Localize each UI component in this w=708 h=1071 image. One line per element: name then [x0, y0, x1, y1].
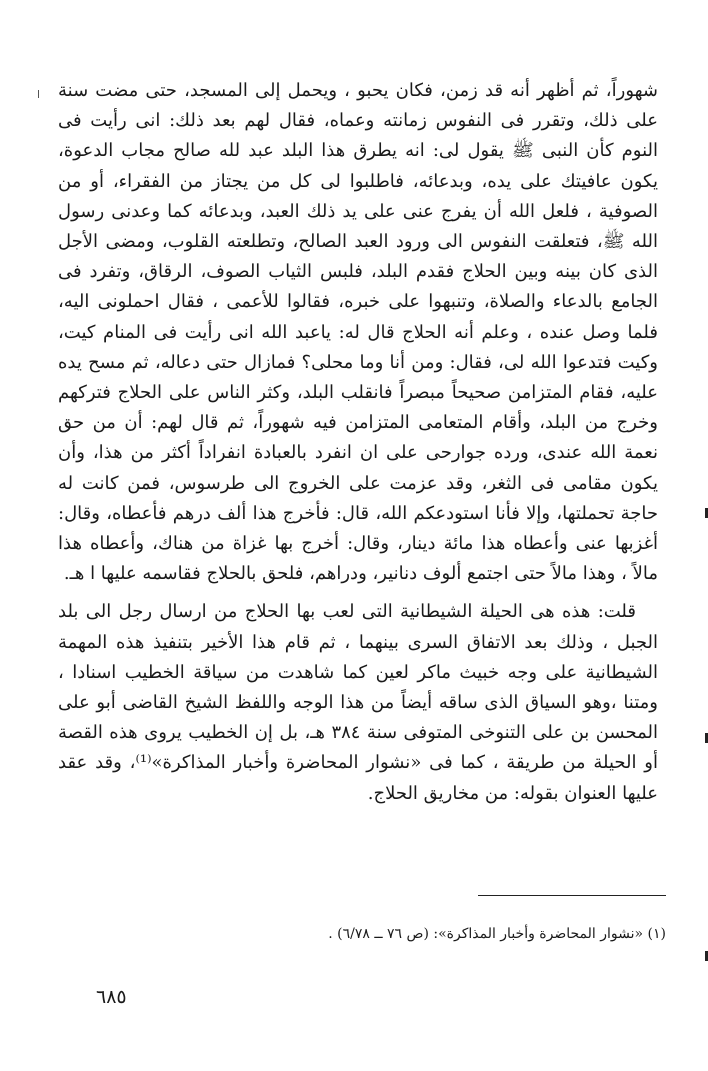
page-number: ٦٨٥	[96, 986, 127, 1008]
body-paragraph-1: شهوراً، ثم أظهر أنه قد زمن، فكان يحبو ، ويحمل إلى المسجد، حتى مضت سنة على ذلك، وتقرر فى النفوس زمانته وعماه، فقال لهم بعد ذلك: انى رأيت فى النوم كأن النبى ﷺ يقول لى: انه يطرق هذا البلد عبد لله صالح مجاب الدعوة، يكون عافيتك على يده، وبدعائه، فاطلبوا لى كل من يجتاز من الفقراء، أو من الصوفية ، فلعل الله أن يفرج عنى على يد ذلك العبد، وبدعائه كما وعدنى رسول الله ﷺ، فتعلقت النفوس الى ورود العبد الصالح، وتطلعته القلوب، ومضى الأجل الذى كان بينه وبين الحلاج فقدم البلد، فلبس الثياب الصوف، الرقاق، وتفرد فى الجامع بالدعاء والصلاة، وتنبهوا على خبره، فقالوا للأعمى ، فقال احملونى اليه، فلما وصل عنده ، وعلم أنه الحلاج قال له: ياعبد الله انى رأيت فى المنام كيت، وكيت فتدعوا الله لى، فقال: ومن أنا وما محلى؟ فمازال حتى دعاله، ثم مسح يده عليه، فقام المتزامن صحيحاً مبصراً فانقلب البلد، وكثر الناس على الحلاج فتركهم وخرج من البلد، وأقام المتعامى المتزامن فيه شهوراً، ثم قال لهم: أن من حق نعمة الله عندى، ورده جوارحى على ان انفرد بالعبادة انفراداً أكثر من هذا، وأن يكون مقامى فى الثغر، وقد عزمت على الخروج الى طرسوس، فمن كانت له حاجة تحملتها، وإلا فأنا استودعكم الله، قال: فأخرج هذا ألف درهم فأعطاه، وقال: أغزبها عنى وأعطاه هذا مائة دينار، وقال: أخرج بها غزاة من هناك، وأعطاه هذا مالاً ، وهذا مالاً حتى اجتمع ألوف دنانير، ودراهم، فلحق بالحلاج فقاسمه عليها ا هـ.	[58, 80, 658, 585]
body-paragraph-2: قلت: هذه هى الحيلة الشيطانية التى لعب بها الحلاج من ارسال رجل الى بلد الجبل ، وذلك بعد الاتفاق السرى بينهما ، ثم قام هذا الأخير بتنفيذ هذه المهمة الشيطانية على وجه خبيث ماكر لعين كما شاهدت من سياقة الخطيب اسنادا ، ومتنا ،وهو السياق الذى ساقه أيضاً من هذا الوجه واللفظ الشيخ القاضى أبو على المحسن بن على التنوخى المتوفى سنة ٣٨٤ هـ، بل إن الخطيب يروى هذه القصة أو الحيلة من طريقة ، كما فى «نشوار المحاضرة وأخبار المذاكرة»⁽¹⁾، وقد عقد عليها العنوان بقوله: من مخاريق الحلاج.	[58, 601, 658, 804]
margin-tick	[38, 90, 39, 98]
footnote: (١) «نشوار المحاضرة وأخبار المذاكرة»: (ص ٧٦ ــ ٦/٧٨) .	[328, 926, 666, 942]
footnote-separator	[478, 895, 666, 896]
main-text-block	[58, 76, 658, 809]
